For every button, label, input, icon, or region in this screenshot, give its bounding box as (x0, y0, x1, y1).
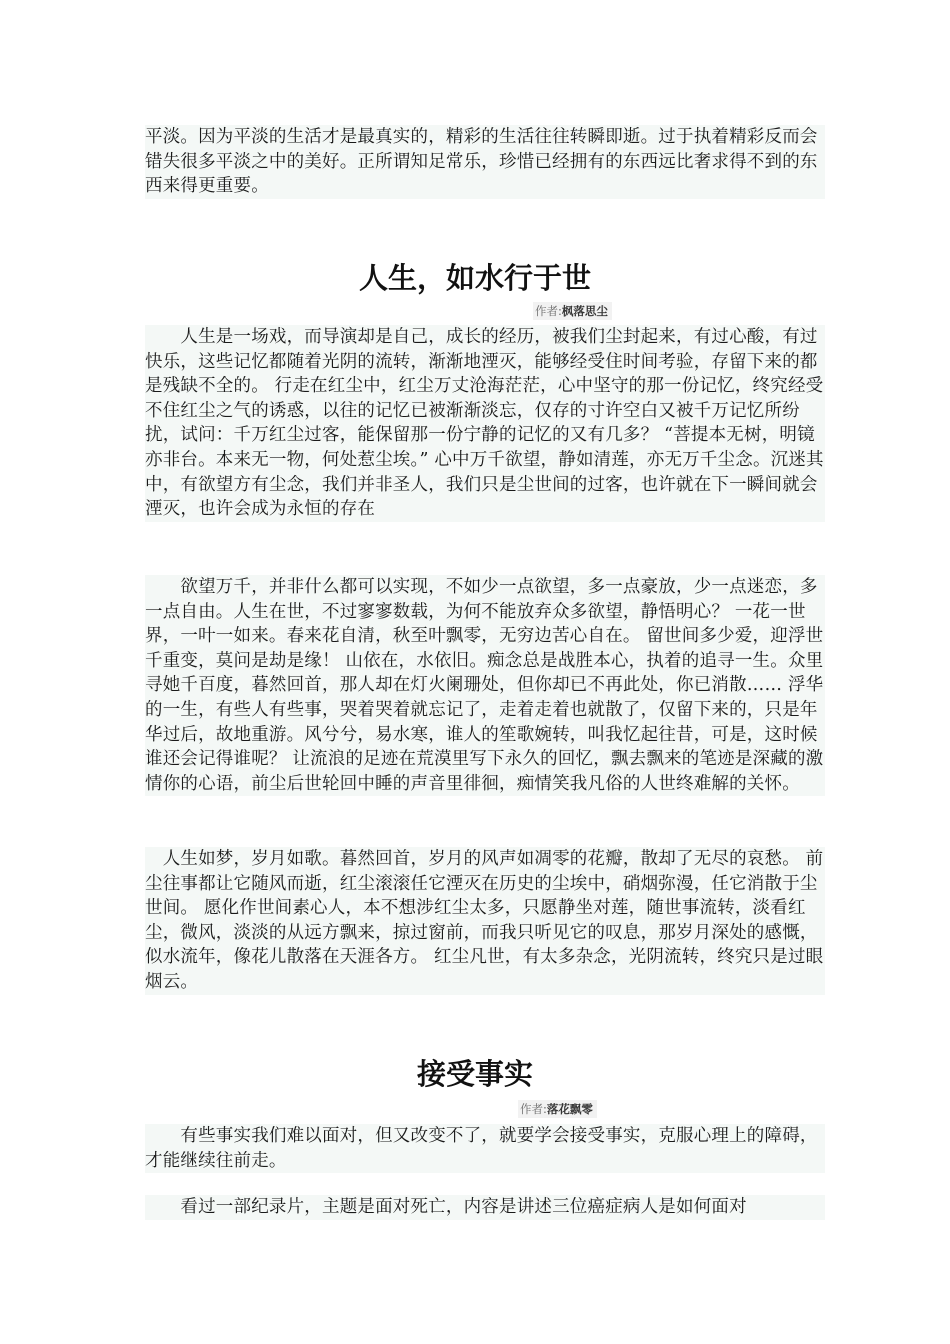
author-name: 落花飘零 (546, 1102, 593, 1116)
body-paragraph: 有些事实我们难以面对，但又改变不了，就要学会接受事实，克服心理上的障碍，才能继续往前走。 (145, 1124, 825, 1173)
author-name: 枫落思尘 (561, 304, 608, 318)
author-prefix: 作者: (520, 1102, 547, 1116)
body-paragraph: 欲望万千，并非什么都可以实现，不如少一点欲望，多一点豪放，少一点迷恋，多一点自由。人生在世，不过寥寥数载，为何不能放弃众多欲望，静悟明心？ 一花一世界，一叶一如来。春来花自清，秋至叶飘零，无穷边苦心自在。 留世间多少爱，迎浮世千重变，莫问是劫是缘！ 山依在，水依旧。痴念总是战胜本心，执着的追寻一生。众里寻她千百度，暮然回首，那人却在灯火阑珊处，但你却已不再此处，你已消散…… 浮华的一生，有些人有些事，哭着哭着就忘记了，走着走着也就散了，仅留下来的，只是年华过后，故地重游。风兮兮，易水寒，谁人的笙歌婉转，叫我忆起往昔，可是，这时候谁还会记得谁呢？ 让流浪的足迹在荒漠里写下永久的回忆，飘去飘来的笔迹是深藏的激情你的心语，前尘后世轮回中睡的声音里徘徊，痴情笑我凡俗的人世终难解的关怀。 (145, 575, 825, 796)
body-paragraph: 看过一部纪录片，主题是面对死亡，内容是讲述三位癌症病人是如何面对 (145, 1195, 825, 1220)
intro-paragraph: 平淡。因为平淡的生活才是最真实的，精彩的生活往往转瞬即逝。过于执着精彩反而会错失很多平淡之中的美好。正所谓知足常乐，珍惜已经拥有的东西远比奢求得不到的东西来得更重要。 (145, 125, 825, 199)
author-prefix: 作者: (535, 304, 562, 318)
body-paragraph: 人生如梦，岁月如歌。暮然回首，岁月的风声如凋零的花瓣，散却了无尽的哀愁。 前尘往事都让它随风而逝，红尘滚滚任它湮灭在历史的尘埃中，硝烟弥漫，任它消散于尘世间。 愿化作世间素心人，本不想涉红尘太多，只愿静坐对莲，随世事流转，淡看红尘，微风，淡淡的从远方飘来，掠过窗前，而我只听见它的叹息，那岁月深处的感慨，似水流年，像花儿散落在天涯各方。 红尘凡世，有太多杂念，光阴流转，终究只是过眼烟云。 (145, 847, 825, 995)
article-title: 接受事实 (416, 1057, 533, 1091)
article-title: 人生，如水行于世 (358, 261, 591, 295)
article-author (518, 1100, 597, 1118)
article-author (533, 302, 612, 320)
body-paragraph: 人生是一场戏，而导演却是自己，成长的经历，被我们尘封起来，有过心酸，有过快乐，这些记忆都随着光阴的流转，渐渐地湮灭，能够经受住时间考验，存留下来的都是残缺不全的。 行走在红尘中，红尘万丈沧海茫茫，心中坚守的那一份记忆，终究经受不住红尘之气的诱惑，以往的记忆已被渐渐淡忘，仅存的寸许空白又被千万记忆所纷扰，试问：千万红尘过客，能保留那一份宁静的记忆的又有几多？ “菩提本无树，明镜亦非台。本来无一物，何处惹尘埃。” 心中万千欲望，静如清莲，亦无万千尘念。沉迷其中，有欲望方有尘念，我们并非圣人，我们只是尘世间的过客，也许就在下一瞬间就会湮灭，也许会成为永恒的存在 (145, 325, 825, 522)
